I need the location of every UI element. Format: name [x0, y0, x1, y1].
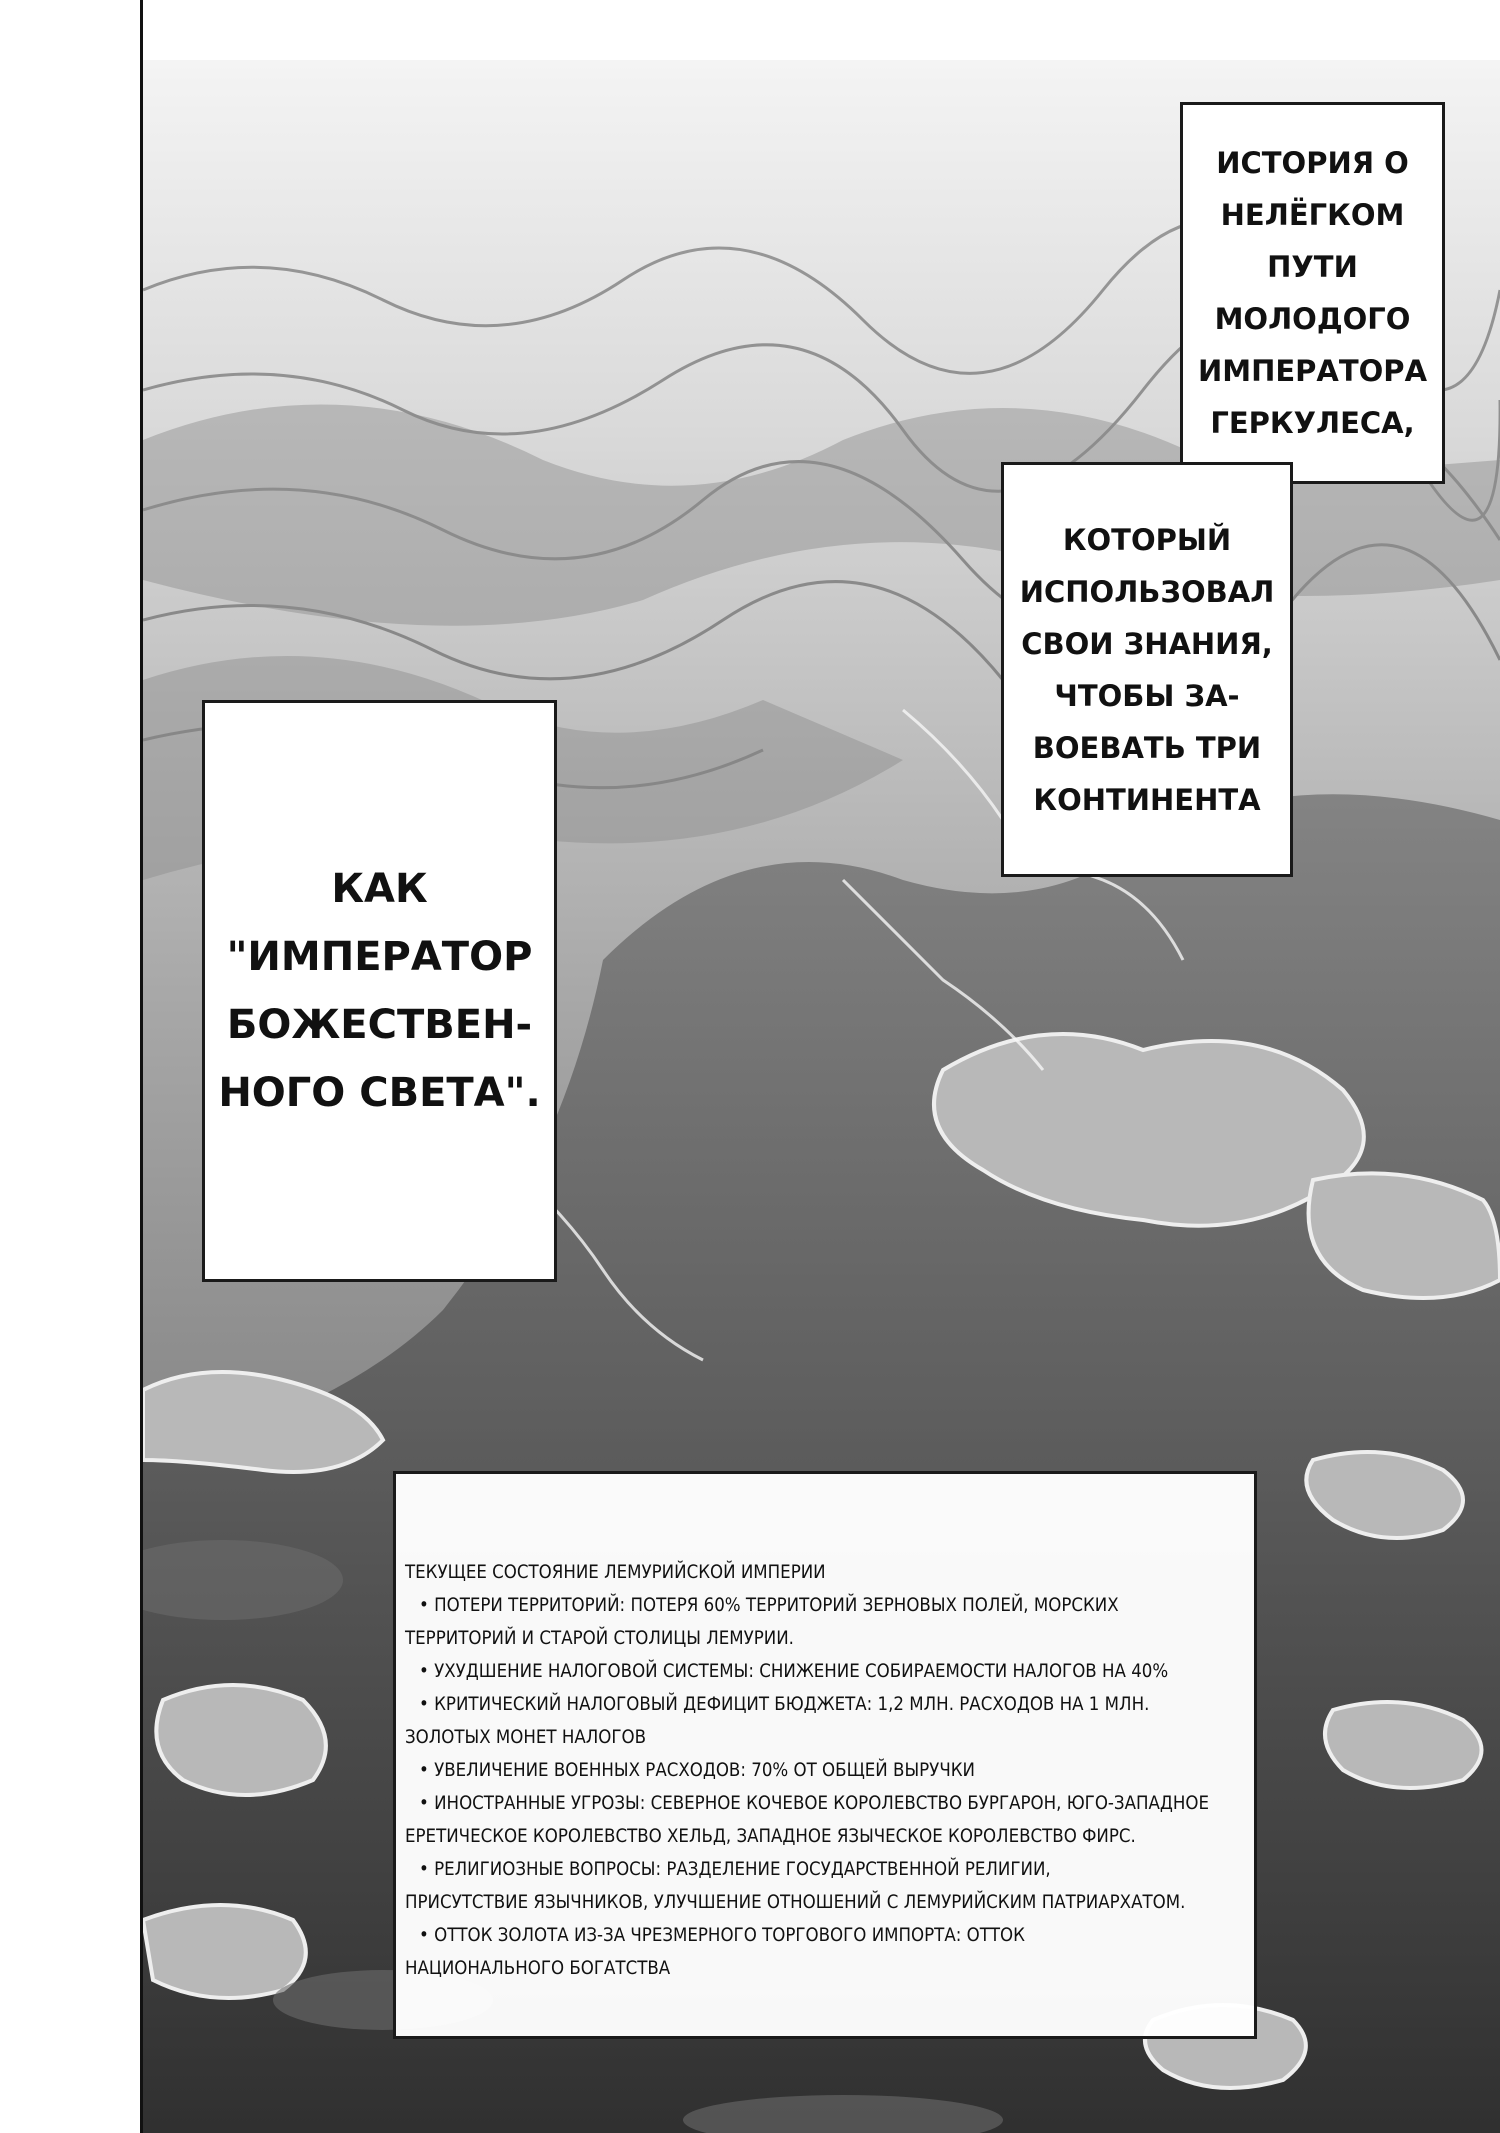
status-line: • ПОТЕРИ ТЕРРИТОРИЙ: ПОТЕРЯ 60% ТЕРРИТОРИЙ ЗЕРНОВЫХ ПОЛЕЙ, МОРСКИХ: [419, 1595, 1119, 1616]
status-line: • УХУДШЕНИЕ НАЛОГОВОЙ СИСТЕМЫ: СНИЖЕНИЕ СОБИРАЕМОСТИ НАЛОГОВ НА 40%: [419, 1661, 1169, 1682]
caption-line: СВОИ ЗНАНИЯ,: [1021, 626, 1273, 661]
status-line: • УВЕЛИЧЕНИЕ ВОЕННЫХ РАСХОДОВ: 70% ОТ ОБЩЕЙ ВЫРУЧКИ: [419, 1760, 975, 1781]
caption-line: "ИМПЕРАТОР: [226, 934, 533, 980]
caption-line: КОНТИНЕНТА: [1033, 782, 1261, 817]
status-line: • КРИТИЧЕСКИЙ НАЛОГОВЫЙ ДЕФИЦИТ БЮДЖЕТА: 1,2 МЛН. РАСХОДОВ НА 1 МЛН.: [419, 1694, 1150, 1715]
status-line: НАЦИОНАЛЬНОГО БОГАТСТВА: [405, 1958, 671, 1979]
caption-line: ИМПЕРАТОРА: [1197, 354, 1428, 388]
caption-line: МОЛОДОГО: [1214, 302, 1411, 336]
status-title: ТЕКУЩЕЕ СОСТОЯНИЕ ЛЕМУРИЙСКОЙ ИМПЕРИИ: [405, 1562, 826, 1583]
caption-box-top-right: [1180, 102, 1445, 484]
caption-line: БОЖЕСТВЕН-: [226, 1002, 533, 1048]
caption-line: ЧТОБЫ ЗА-: [1054, 678, 1240, 713]
caption-line: ИСТОРИЯ О: [1216, 146, 1409, 180]
caption-line: КАК: [331, 866, 428, 912]
status-line: • ОТТОК ЗОЛОТА ИЗ-ЗА ЧРЕЗМЕРНОГО ТОРГОВОГО ИМПОРТА: ОТТОК: [419, 1925, 1025, 1946]
caption-line: ГЕРКУЛЕСА,: [1210, 406, 1415, 440]
caption-line: НЕЛЁГКОМ ПУТИ: [1220, 198, 1405, 284]
status-line: ПРИСУТСТВИЕ ЯЗЫЧНИКОВ, УЛУЧШЕНИЕ ОТНОШЕНИЙ С ЛЕМУРИЙСКИМ ПАТРИАРХАТОМ.: [405, 1892, 1186, 1913]
status-line: • РЕЛИГИОЗНЫЕ ВОПРОСЫ: РАЗДЕЛЕНИЕ ГОСУДАРСТВЕННОЙ РЕЛИГИИ,: [419, 1859, 1051, 1880]
status-line: ЕРЕТИЧЕСКОЕ КОРОЛЕВСТВО ХЕЛЬД, ЗАПАДНОЕ ЯЗЫЧЕСКОЕ КОРОЛЕВСТВО ФИРС.: [405, 1826, 1136, 1847]
status-line: • ИНОСТРАННЫЕ УГРОЗЫ: СЕВЕРНОЕ КОЧЕВОЕ КОРОЛЕВСТВО БУРГАРОН, ЮГО-ЗАПАДНОЕ: [419, 1793, 1210, 1814]
status-line: ЗОЛОТЫХ МОНЕТ НАЛОГОВ: [405, 1727, 647, 1748]
caption-line: ВОЕВАТЬ ТРИ: [1032, 730, 1262, 765]
caption-box-left: [202, 700, 557, 1282]
empire-status-box: [393, 1471, 1257, 2039]
status-line: ТЕРРИТОРИЙ И СТАРОЙ СТОЛИЦЫ ЛЕМУРИИ.: [405, 1628, 794, 1649]
caption-line: КОТОРЫЙ: [1062, 522, 1232, 557]
caption-line: НОГО СВЕТА".: [218, 1070, 541, 1116]
caption-box-middle-right: [1001, 462, 1293, 877]
caption-line: ИСПОЛЬЗОВАЛ: [1019, 574, 1275, 609]
